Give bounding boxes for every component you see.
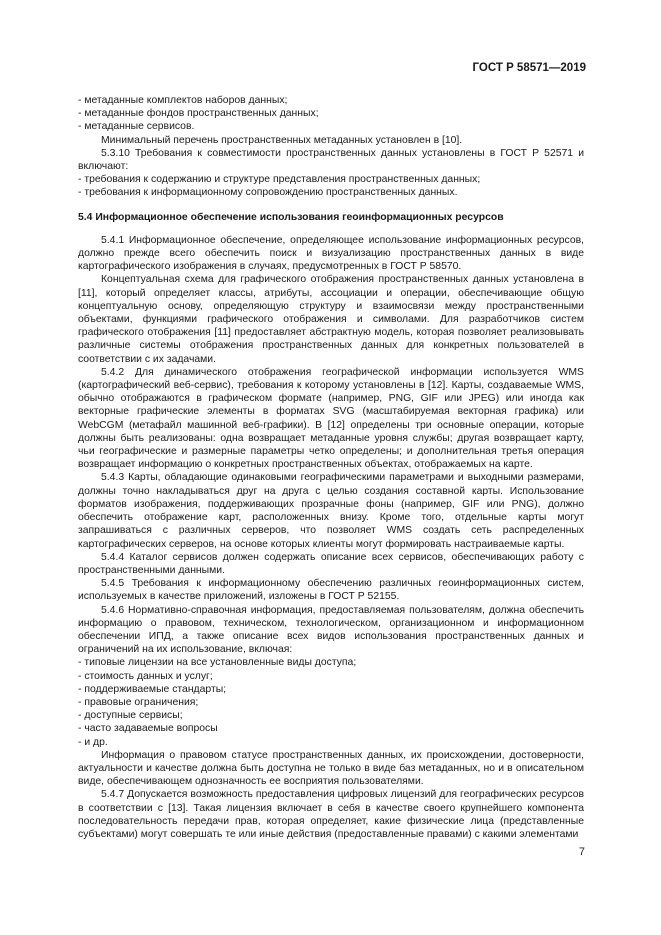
list-item: - часто задаваемые вопросы — [78, 723, 218, 735]
paragraph: Минимальный перечень пространственных метаданных установлен в [10]. — [101, 134, 463, 146]
list-item: - правовые ограничения; — [78, 696, 199, 708]
paragraph: Информация о правовом статусе пространственных данных, их происхождении, достоверности, актуальности и качестве должна быть доступна не только в виде баз метаданных, но и в описательном виде, обеспечивающем однозначность ее восприятия пользователями. — [78, 749, 584, 788]
paragraph: 5.4.4 Каталог сервисов должен содержать описание всех сервисов, обеспечивающих работу с пространственными данными. — [78, 551, 584, 576]
document-body — [78, 94, 584, 841]
list-item: - поддерживаемые стандарты; — [78, 683, 227, 695]
paragraph: 5.4.7 Допускается возможность предоставления цифровых лицензий для географических ресурсов в соответствии с [13]. Такая лицензия включает в себя в качестве своего крупнейшего компонента последовательность передачи прав, которая определяет, какие физические лица (представленные субъектами) могут совершать те или иные действия (предоставленные правами) с какими элементами — [78, 789, 584, 840]
paragraph: 5.4.1 Информационное обеспечение, определяющее использование информационных ресурсов, должно прежде всего обеспечить поиск и визуализацию пространственных данных в виде картографического изображения в случаях, предусмотренных в ГОСТ Р 58570. — [78, 234, 584, 273]
paragraph: Концептуальная схема для графического отображения пространственных данных установлена в [11], который определяет классы, атрибуты, ассоциации и операции, обеспечивающие общую концептуальную основу, определяющую структуру и взаимосвязи между пространственными объектами, функциями графического отображения и символами. Для разработчиков систем графического отображения [11] предоставляет абстрактную модель, которая позволяет реализовывать различные системы отображения пространственных данных для конкретных пользователей в соответствии с их задачами. — [78, 274, 584, 365]
list-item: - метаданные фондов пространственных данных; — [78, 108, 319, 120]
section-heading: 5.4 Информационное обеспечение использования геоинформационных ресурсов — [78, 211, 504, 223]
page-number: 7 — [578, 846, 585, 858]
paragraph: 5.4.5 Требования к информационному обеспечению различных геоинформационных систем, используемых в качестве приложений, изложены в ГОСТ Р 52155. — [78, 578, 584, 603]
list-item: - типовые лицензии на все установленные виды доступа; — [78, 657, 357, 669]
paragraph: 5.4.3 Карты, обладающие одинаковыми географическими параметрами и выходными размерами, должны точно накладываться друг на друга с целью создания составной карты. Использование форматов изображения, поддерживающих прозрачные фоны (например, GIF или PNG), должно обеспечить отображение карт, расположенных внизу. Кроме того, отдельные карты могут запрашиваться с различных серверов, что позволяет WMS создать сеть распределенных картографических серверов, на основе которых клиенты могут формировать настраиваемые карты. — [78, 472, 584, 550]
list-item: - требования к содержанию и структуре представления пространственных данных; — [78, 174, 481, 186]
paragraph: 5.3.10 Требования к совместимости пространственных данных установлены в ГОСТ Р 52571 и включают: — [78, 147, 584, 173]
list-item: - стоимость данных и услуг; — [78, 670, 213, 682]
list-item: - метаданные комплектов наборов данных; — [78, 95, 288, 106]
list-item: - доступные сервисы; — [78, 710, 183, 722]
list-item: - требования к информационному сопровождению пространственных данных. — [78, 187, 458, 199]
list-item: - метаданные сервисов. — [78, 121, 195, 133]
list-item: - и др. — [78, 736, 108, 748]
paragraph: 5.4.2 Для динамического отображения географической информации используется WMS (картографический веб-сервис), требования к которому установлены в [12]. Карты, создаваемые WMS, обычно отображаются в графическом формате (например, PNG, GIF или JPEG) или иногда как векторные графические элементы в форматах SVG (масштабируемая векторная графика) или WebCGM (метафайл машинной веб-графики). В [12] определены три основные операции, которые должны быть реализованы: одна возвращает метаданные уровня службы; другая возвращает карту, чьи географические и размерные параметры четко определены; и дополнительная третья операция возвращает информацию о конкретных пространственных объектах, отображаемых на карте. — [78, 366, 584, 471]
paragraph: 5.4.6 Нормативно-справочная информация, предоставляемая пользователям, должна обеспечить информацию о правовом, техническом, технологическом, организационном и информационном обеспечении ИПД, а также описание всех видов использования пространственных данных и ограничений на их использование, включая: — [78, 604, 584, 656]
standard-header: ГОСТ Р 58571—2019 — [472, 62, 586, 74]
